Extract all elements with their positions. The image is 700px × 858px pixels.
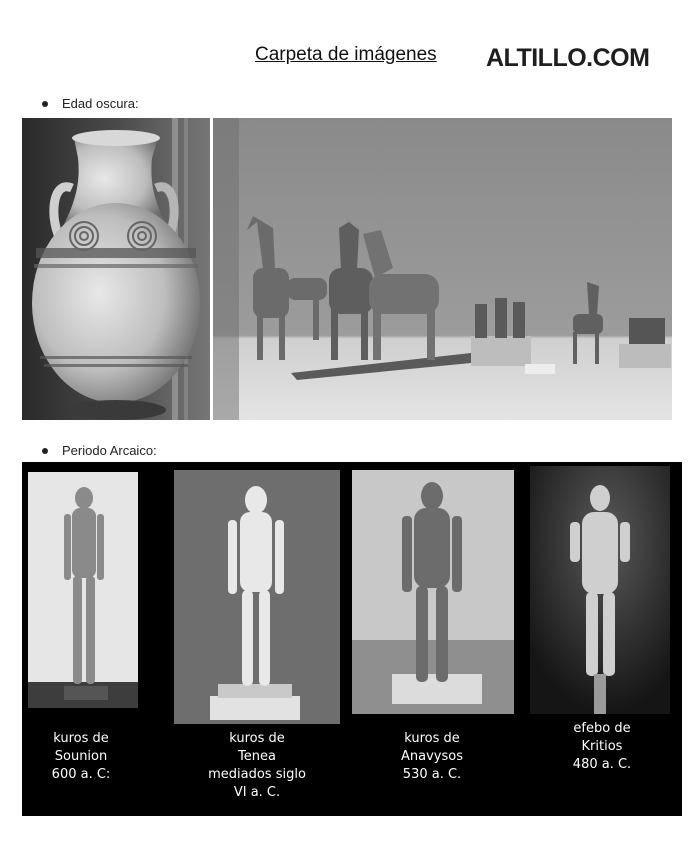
kuros-tenea-image bbox=[174, 470, 340, 724]
bullet-icon bbox=[42, 448, 48, 454]
caption-kuros-tenea: kuros de Tenea mediados siglo VI a. C. bbox=[208, 731, 306, 800]
page-title: Carpeta de imágenes bbox=[255, 44, 437, 65]
horse-figurines-image bbox=[213, 118, 672, 420]
site-logo: ALTILLO.COM bbox=[486, 44, 650, 72]
caption-kuros-anavysos: kuros de Anavysos 530 a. C. bbox=[401, 731, 463, 782]
section-heading-dark-age bbox=[42, 96, 139, 111]
bullet-icon bbox=[42, 101, 48, 107]
efebo-kritios-image bbox=[530, 466, 670, 714]
caption-efebo-kritios: efebo de Kritios 480 a. C. bbox=[572, 721, 632, 772]
archaic-statues-panel bbox=[22, 462, 682, 816]
section-label: Edad oscura: bbox=[62, 96, 139, 111]
caption-kuros-sounion: kuros de Sounion 600 a. C: bbox=[51, 731, 111, 782]
section-heading-archaic bbox=[42, 443, 157, 458]
kuros-sounion-image bbox=[28, 472, 138, 708]
section-label: Periodo Arcaico: bbox=[62, 443, 157, 458]
kuros-anavysos-image bbox=[352, 470, 514, 714]
amphora-image bbox=[22, 118, 210, 420]
